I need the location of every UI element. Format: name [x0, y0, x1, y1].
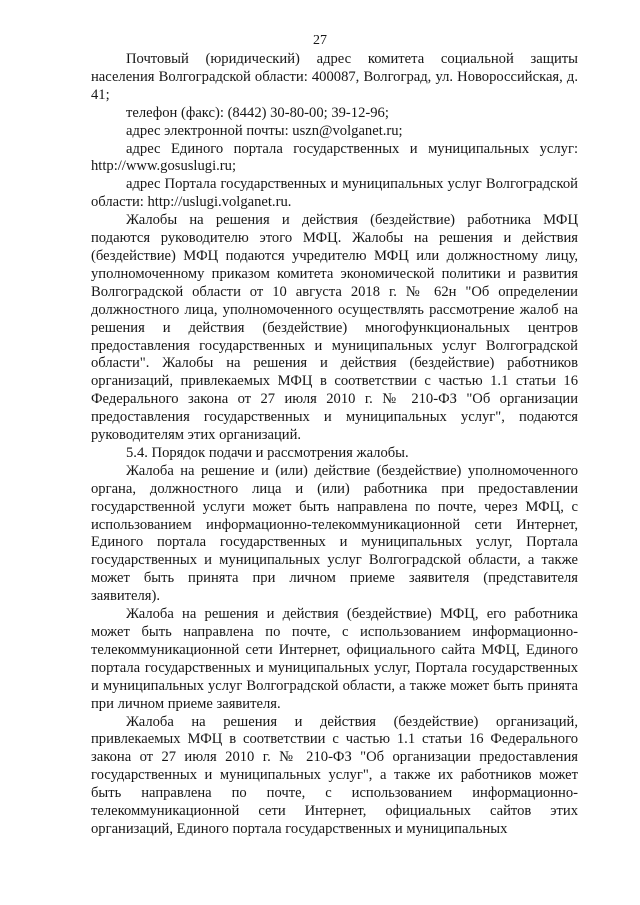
page-number: 27: [313, 33, 327, 48]
section-heading-5-4: 5.4. Порядок подачи и рассмотрения жалобы.: [126, 444, 409, 461]
paragraph-organization-complaint-submission: Жалоба на решения и действия (бездействие) организаций, привлекаемых МФЦ в соответствии с частью 1.1 статьи 16 Федерального закона от 27 июля 2010 г. № 210-ФЗ "Об организации предоставления государственных и муниципальных услуг", а также их работников может быть направлена по почте, с использованием информационно-телекоммуникационной сети Интернет, официальных сайтов этих организаций, Единого портала государственных и муниципальных: [91, 713, 578, 837]
paragraph-mfc-complaint-submission: Жалоба на решения и действия (бездействие) МФЦ, его работника может быть направлена по почте, с использованием информационно-телекоммуникационной сети Интернет, официального сайта МФЦ, Единого портала государственных и муниципальных услуг, Портала государственных и муниципальных услуг Волгоградской области, а также может быть принята при личном приеме заявителя.: [91, 606, 578, 712]
paragraph-gosuslugi-address: адрес Единого портала государственных и муниципальных услуг: http://www.gosuslugi.ru;: [91, 140, 578, 175]
paragraph-phone: телефон (факс): (8442) 30-80-00; 39-12-96;: [126, 104, 389, 121]
body-text: [91, 51, 578, 839]
paragraph-regional-portal-address: адрес Портала государственных и муниципальных услуг Волгоградской области: http://uslugi.volganet.ru.: [91, 176, 578, 211]
paragraph-postal-address: Почтовый (юридический) адрес комитета социальной защиты населения Волгоградской области: 400087, Волгоград, ул. Новороссийская, д. 41;: [91, 51, 578, 103]
paragraph-mfc-complaints: Жалобы на решения и действия (бездействие) работника МФЦ подаются руководителю этого МФЦ. Жалобы на решения и действия (бездействие) МФЦ подаются учредителю МФЦ или должностному лицу, уполномоченному приказом комитета экономической политики и развития Волгоградской области от 10 августа 2018 г. № 62н "Об определении должностного лица, уполномоченного осуществлять рассмотрение жалоб на решения и действия (бездействие) многофункциональных центров предоставления государственных и муниципальных услуг Волгоградской области". Жалобы на решения и действия (бездействие) работников организаций, привлекаемых МФЦ в соответствии с частью 1.1 статьи 16 Федерального закона от 27 июля 2010 г. № 210-ФЗ "Об организации предоставления государственных и муниципальных услуг", подаются руководителям этих организаций.: [91, 212, 578, 444]
paragraph-complaint-submission: Жалоба на решение и (или) действие (бездействие) уполномоченного органа, должностного лица и (или) работника при предоставлении государственной услуги может быть направлена по почте, через МФЦ, с использованием информационно-телекоммуникационной сети Интернет, Единого портала государственных и муниципальных услуг, Портала государственных и муниципальных услуг Волгоградской области, а также может быть принята при личном приеме заявителя (представителя заявителя).: [91, 462, 578, 605]
paragraph-email: адрес электронной почты: uszn@volganet.ru;: [126, 122, 403, 139]
